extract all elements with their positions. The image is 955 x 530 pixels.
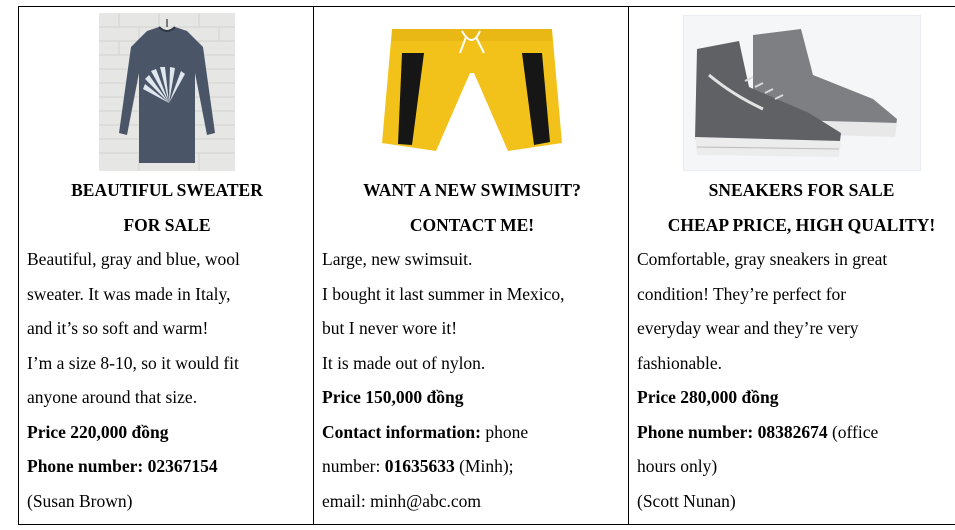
ad-phone [637,415,955,450]
ads-row [19,7,955,525]
ad-heading-line-1: SNEAKERS FOR SALE [708,180,895,200]
ad-phone-note: hours only) [637,456,718,476]
contact-number: 01635633 [384,456,455,476]
contact-label: Contact information: [322,421,481,442]
ad-heading-line-2: FOR SALE [123,214,211,235]
ad-body-line: fashionable. [637,352,723,373]
ad-price: Price 220,000 đồng [27,421,169,442]
ad-body-line: Beautiful, gray and blue, wool [27,249,240,269]
sweater-photo-icon [99,13,235,171]
contact-name: (Minh); [454,456,514,476]
ad-body-line: but I never wore it! [322,318,458,338]
ad-body-line: I’m a size 8-10, so it would fit [27,352,239,373]
ad-price: Price 150,000 đồng [322,387,464,407]
sneakers-photo-icon [683,15,921,171]
swimsuit-image [322,7,622,173]
swim-shorts-photo-icon [362,23,582,171]
ad-contact-name: (Susan Brown) [27,490,133,511]
ad-sneakers [629,7,955,525]
ad-body-line: Large, new swimsuit. [322,249,473,269]
ad-body-line: everyday wear and they’re very [637,318,859,338]
sweater-image [27,7,307,173]
ad-phone [27,449,307,484]
phone-label: Phone number: [27,456,144,476]
ad-email: email: minh@abc.com [322,490,481,511]
ad-contact-info [322,415,622,450]
ad-heading-line-1: WANT A NEW SWIMSUIT? [363,180,581,200]
phone-value: 02367154 [147,456,218,476]
ad-contact-number [322,449,622,484]
phone-value: 08382674 [757,421,828,442]
contact-number-prefix: number: [322,456,385,476]
classified-ads-table [18,6,955,525]
contact-phone-prefix: phone [480,421,529,442]
ad-heading-line-1: BEAUTIFUL SWEATER [71,180,263,200]
ad-body-line: anyone around that size. [27,387,198,407]
ad-heading-line-2: CONTACT ME! [409,214,535,235]
ad-heading-line-2: CHEAP PRICE, HIGH QUALITY! [667,214,936,235]
sneakers-image [637,7,955,173]
ad-body-line: I bought it last summer in Mexico, [322,283,565,304]
ad-body-line: It is made out of nylon. [322,352,486,373]
ad-sweater [19,7,314,525]
ad-contact-name: (Scott Nunan) [637,490,736,511]
phone-note: (office [827,421,879,442]
phone-label: Phone number: [637,421,754,442]
ad-price: Price 280,000 đồng [637,387,779,407]
ad-swimsuit [314,7,629,525]
ad-body-line: sweater. It was made in Italy, [27,283,231,304]
ad-body-line: condition! They’re perfect for [637,283,847,304]
ad-body-line: Comfortable, gray sneakers in great [637,249,888,269]
ad-body-line: and it’s so soft and warm! [27,318,209,338]
